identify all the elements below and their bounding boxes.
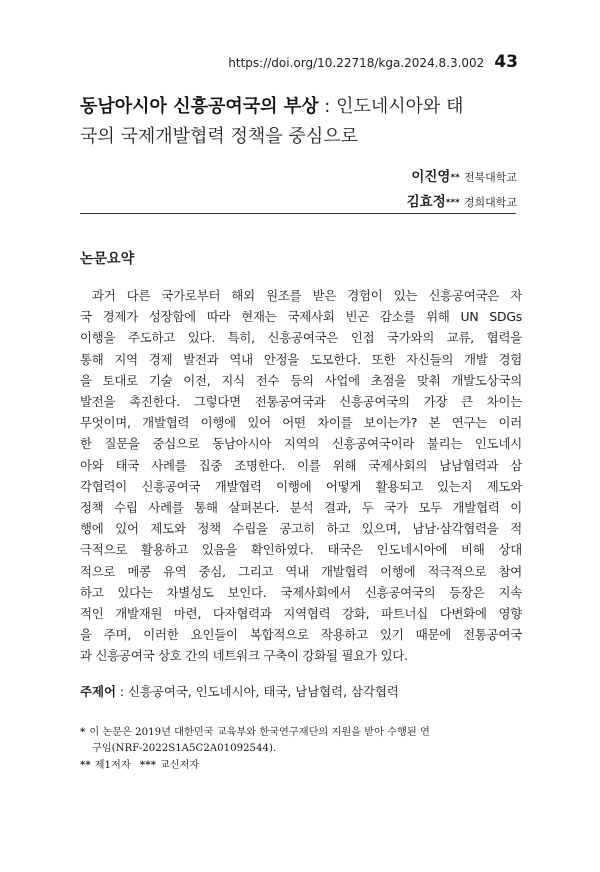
author-2 [407,190,517,215]
author-name: 김효정 [406,194,446,210]
author-footnote-mark: ** [450,173,460,183]
abstract-line: 정책 수립 사례를 통해 살펴본다. 분석 결과, 두 국가 모두 개발협력 이 [80,500,522,516]
abstract-line: 통해 지역 경제 발전과 역내 안정을 도모한다. 또한 자신들의 개발 경험 [80,351,522,367]
abstract-line: 한 질문을 중심으로 동남아시아 지역의 신흥공여국이라 불리는 인도네시 [80,436,522,452]
abstract-line: 을 토대로 기술 이전, 지식 전수 등의 사업에 초점을 맞춰 개발도상국의 [80,372,522,388]
abstract-line: 극적으로 활용하고 있음을 확인하였다. 태국은 인도네시아에 비해 상대 [80,542,522,558]
author-affiliation: 경희대학교 [463,196,517,209]
abstract-body [80,285,522,667]
abstract-line: 적으로 메콩 유역 중심, 그리고 역내 개발협력 이행에 적극적으로 참여 [80,563,522,579]
abstract-line: 아와 태국 사례를 집중 조명한다. 이를 위해 국제사회의 남남협력과 삼 [80,457,522,473]
keywords-separator: : [115,684,128,699]
abstract-line: 을 주며, 이러한 요인들이 복합적으로 작용하고 있기 때문에 전통공여국 [80,627,522,643]
title-separator: : [318,96,337,117]
abstract-line: 이행을 주도하고 있다. 특히, 신흥공여국은 인접 국가와의 교류, 협력을 [80,330,522,346]
footnotes [80,724,525,774]
abstract-line: 발전을 촉진한다. 그렇다면 전통공여국과 신흥공여국의 가장 큰 차이는 [80,394,522,410]
author-footnote-mark: *** [445,198,460,208]
title-line-1 [80,92,530,122]
abstract-line: 과 신흥공여국 상호 간의 네트워크 구축이 강화될 필요가 있다. [80,648,408,664]
footnote-funding [80,724,525,741]
footnote-funding-cont: 구임(NRF-2022S1A5C2A01092544). [92,743,277,754]
title-line-2: 국의 국제개발협력 정책을 중심으로 [80,126,358,147]
abstract-line: 무엇이며, 개발협력 이행에 있어 어떤 차이를 보이는가? 본 연구는 이러 [80,415,522,431]
keywords-text: 신흥공여국, 인도네시아, 태국, 남남협력, 삼각협력 [127,684,399,699]
abstract-line: 적인 개발재원 마련, 다자협력과 지역협력 강화, 파트너십 다변화에 영향 [80,606,522,622]
doi-link[interactable]: https://doi.org/10.22718/kga.2024.8.3.002 [228,56,485,70]
footnote-author-roles [80,757,525,774]
author-1 [407,165,517,190]
abstract-line: 국 경제가 성장함에 따라 현재는 국제사회 빈곤 감소를 위해 UN SDGs [80,309,522,325]
keywords [80,682,399,700]
footnote-mark: ** [80,759,91,771]
abstract-line: 각협력이 신흥공여국 개발협력 이행에 어떻게 활용되고 있는지 제도와 [80,478,522,494]
title-main: 동남아시아 신흥공여국의 부상 [80,96,319,117]
abstract-line: 과거 다른 국가로부터 해외 원조를 받은 경험이 있는 신흥공여국은 자 [92,288,522,303]
abstract-line: 하고 있다는 차별성도 보인다. 국제사회에서 신흥공여국의 등장은 지속 [80,584,522,600]
footnote-text: 제1저자 [94,760,131,771]
footnote-text: 이 논문은 2019년 대한민국 교육부와 한국연구재단의 지원을 받아 수행된 연 [89,727,430,738]
paper-title [80,92,530,152]
abstract-line: 행에 있어 제도와 정책 수립을 공고히 하고 있으며, 남남·삼각협력을 적 [80,521,522,537]
author-affiliation: 전북대학교 [463,171,517,184]
author-name: 이진영 [411,169,451,185]
footnote-mark: *** [139,759,156,771]
abstract-heading: 논문요약 [80,251,135,267]
running-header [228,52,518,72]
title-subtitle-part1: 인도네시아와 태 [336,96,464,117]
keywords-label: 주제어 [80,684,116,699]
footnote-text: 교신저자 [159,760,200,771]
footnote-mark: * [80,726,86,738]
header-divider [80,213,516,214]
page-number: 43 [494,52,518,72]
author-block [407,165,517,215]
